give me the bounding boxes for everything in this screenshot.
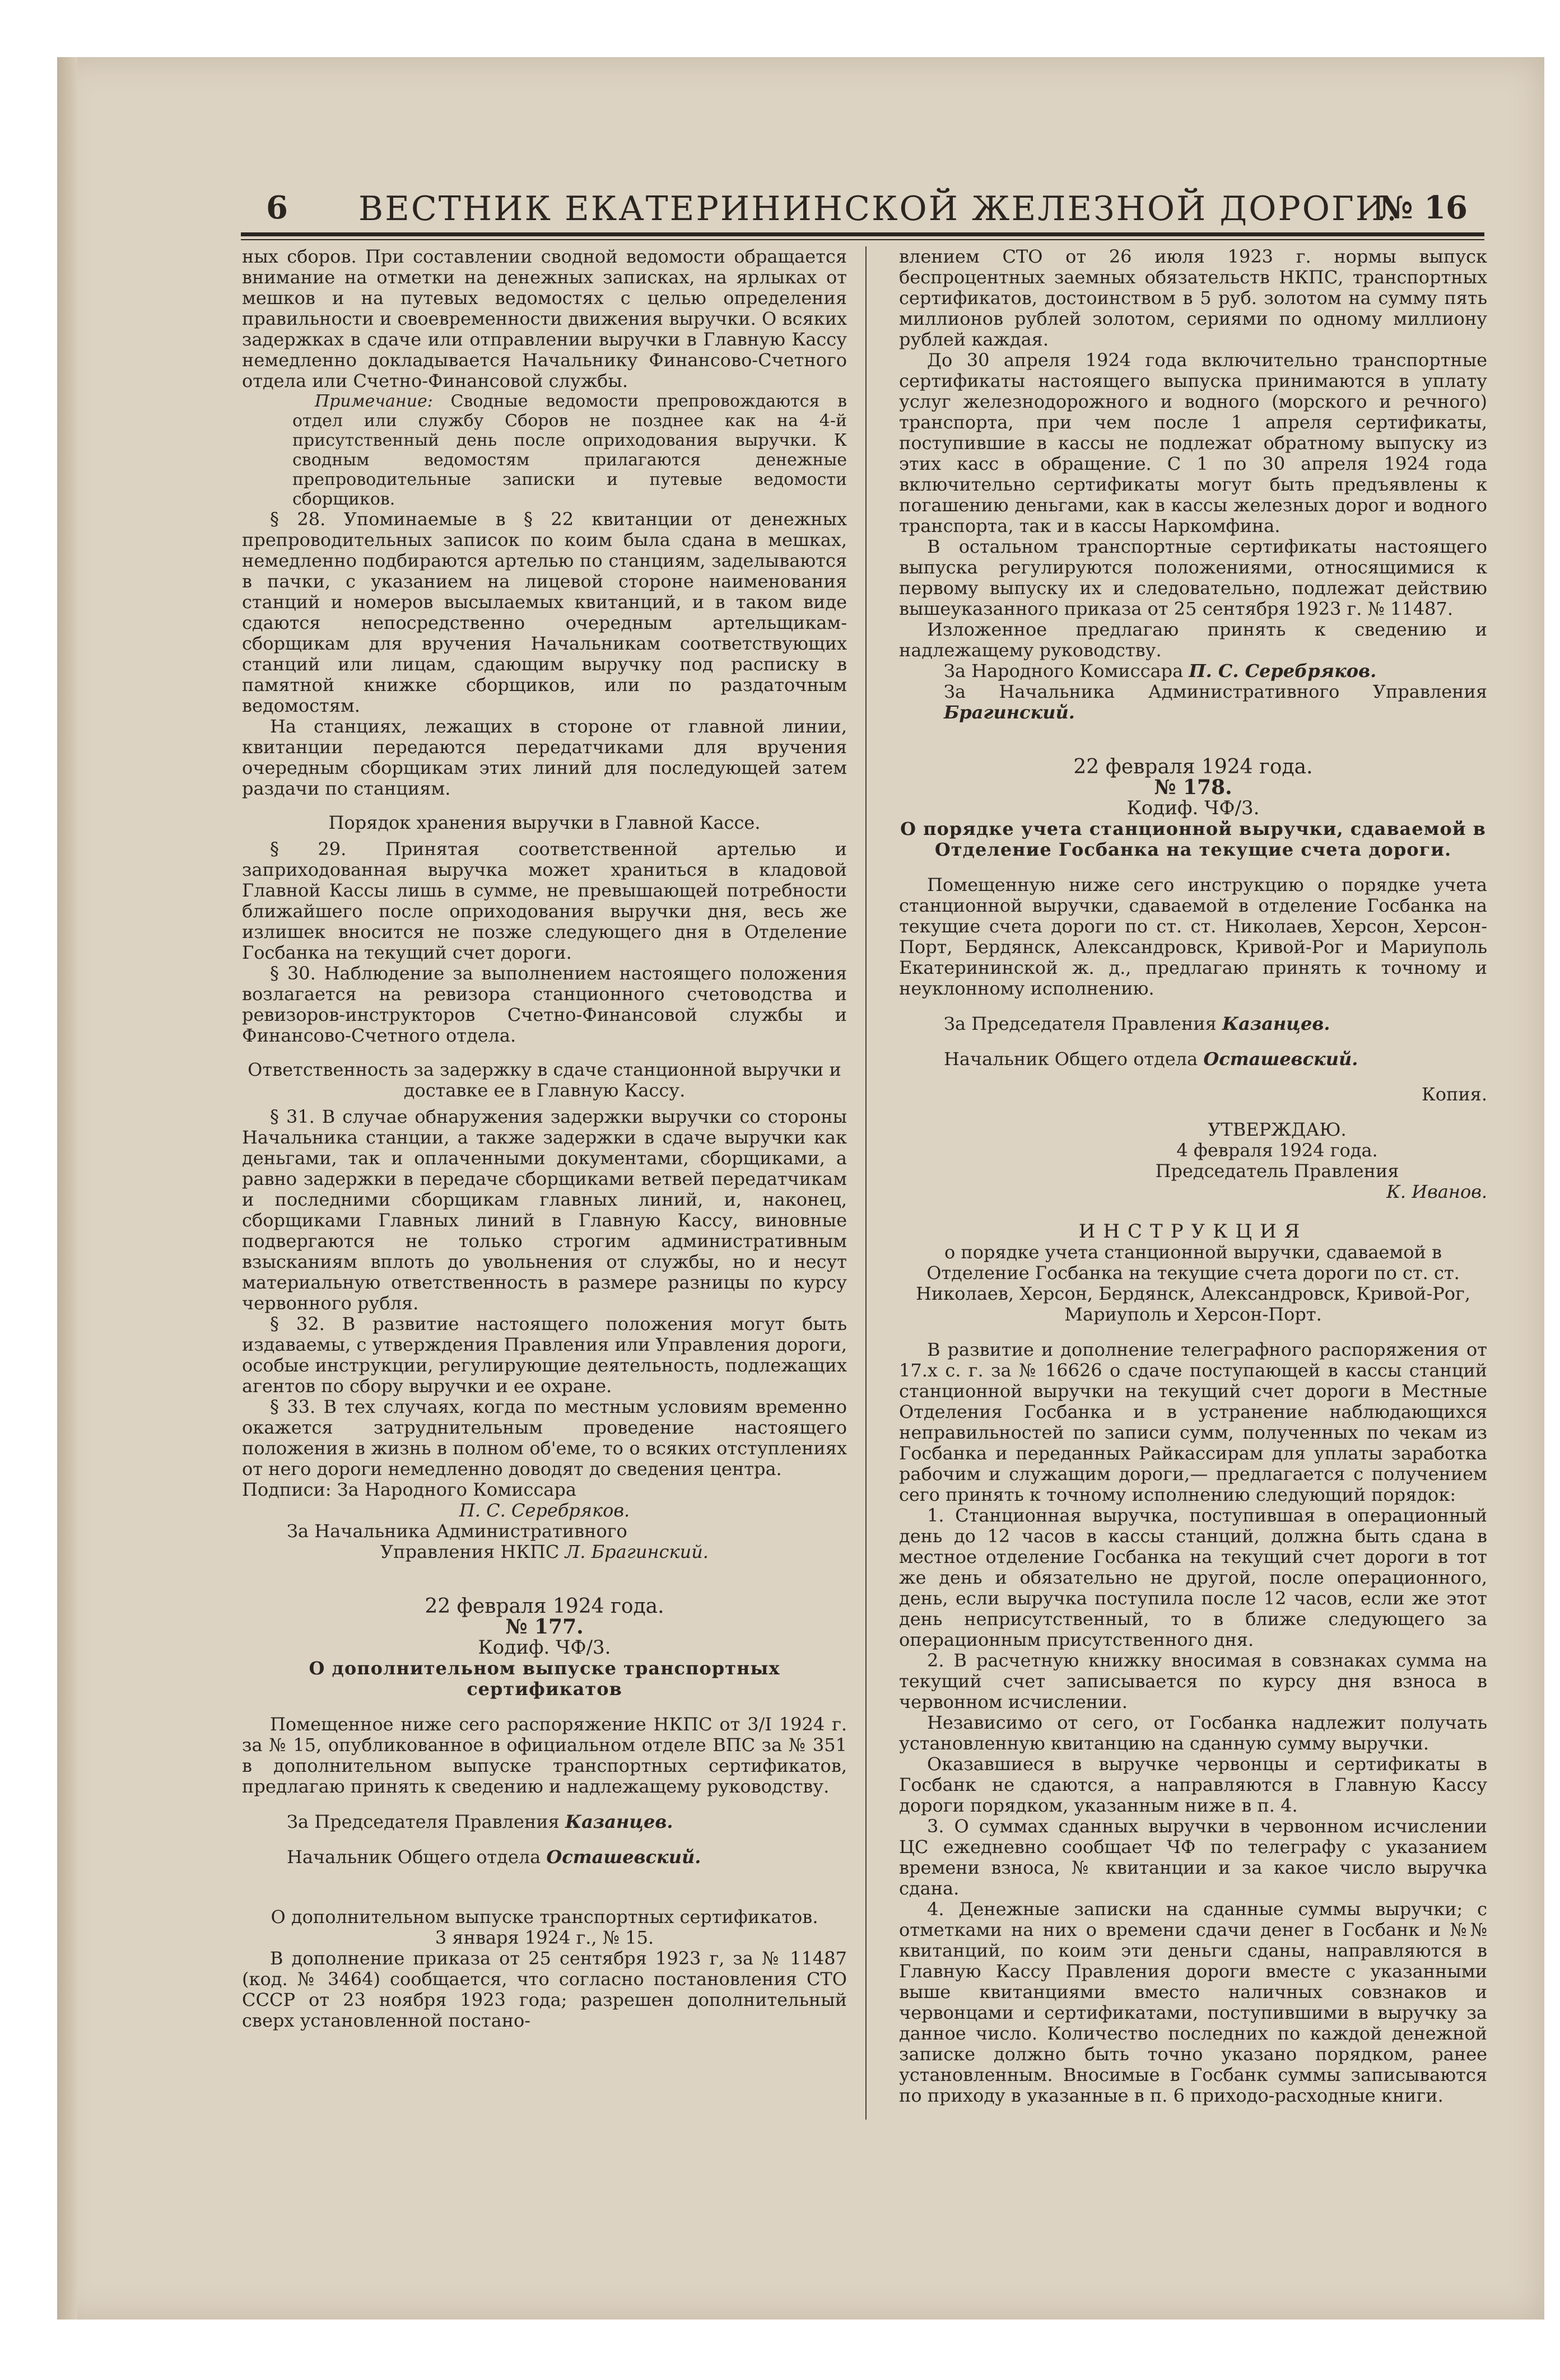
paragraph: В остальном транспортные сертификаты настоящего выпуска регулируются положениями, относящимися к первому выпуску их и следовательно, подлежат действию вышеуказанного приказа от 25 сентября 1923 г. № 11487. [899, 536, 1487, 619]
note-text: Сводные ведомости препровождаются в отдел или службу Сборов не позднее как на 4-й присутственный день после оприходования выручки. К сводным ведомостям прилагаются денежные препроводительные записки и путевые ведомости сборщиков. [292, 391, 847, 509]
instruction-subtitle: о порядке учета станционной выручки, сдаваемой в Отделение Госбанка на текущие счета дороги по ст. ст. Николаев, Херсон, Бердянск, Александровск, Кривой-Рог, Мариуполь и Херсон-Порт. [916, 1242, 1470, 1325]
paragraph-33: § 33. В тех случаях, когда по местным условиям временно окажется затруднительным проведение настоящего положения в жизнь в полном об'еме, то о всяких отступлениях от него дороги немедленно доводят до сведения центра. [242, 1396, 847, 1480]
approval-name [899, 1182, 1487, 1202]
newspaper-title: ВЕСТНИК ЕКАТЕРИНИНСКОЙ ЖЕЛЕЗНОЙ ДОРОГИ. [358, 189, 1399, 228]
order-178-text: Помещенную ниже сего инструкцию о порядке учета станционной выручки, сдаваемой в отделение Госбанка на текущие счета дороги по ст. ст. Николаев, Херсон, Херсон-Порт, Бердянск, Александровск, Кривой-Рог и Мариуполь Екатерининской ж. д., предлагаю принять к точному и неуклонному исполнению. [899, 874, 1487, 999]
note-label: Примечание: [315, 391, 433, 411]
signature-serebryakov: П. С. Серебряков. [459, 1500, 630, 1521]
paragraph: ных сборов. При составлении сводной ведомости обращается внимание на отметки на денежных записках, на ярлыках от мешков и на путевых ведомостях с целью определения правильности и своевременности движения выручки. О всяких задержках в сдаче или отправлении выручки в Главную Кассу немедленно докладывается Начальнику Финансово-Счетного отдела или Счетно-Финансовой службы. [242, 246, 847, 391]
signature-line: Управления НКПС Л. Брагинский. [380, 1541, 709, 1562]
copy-label: Копия. [1421, 1084, 1487, 1105]
instruction-item-2: 2. В расчетную книжку вносимая в совзнаках сумма на текущий счет записывается по курсу дня взноса в червонном исчислении. [899, 1650, 1487, 1712]
note [242, 391, 847, 509]
instruction-paragraph: Независимо от сего, от Госбанка надлежит получать установленную квитанцию на сданную сумму выручки. [899, 1712, 1487, 1754]
instruction-item-4: 4. Денежные записки на сданные суммы выручки; с отметками на них о времени сдачи денег в Госбанк и №№ квитанций, по коим эти деньги сданы, направляются в Главную Кассу Правления дороги вместе с указанными выше квитанциями вместо наличных совзнаков и червонцами и сертификатами, поступившими в выручку за данное число. Количество последних по каждой денежной записке должно быть точно указано порядком, ранее установленным. Вносимые в Госбанк суммы записываются по приходу в указанные в п. 6 приходо-расходные книги. [899, 1898, 1487, 2106]
order-178-number: № 178. [1154, 776, 1232, 799]
section-heading-storage: Порядок хранения выручки в Главной Кассе. [328, 812, 761, 833]
instruction-intro: В развитие и дополнение телеграфного распоряжения от 17.х с. г. за № 16626 о сдаче поступающей в кассы станций станционной выручки на текущий счет дороги в Местные Отделения Госбанка и в устранение наблюдающихся неправильностей по записи сумм, полученных по чекам из Госбанка и переданных Райкассирам для уплаты заработка рабочим и служащим дороги,— предлагается с получением сего принять к точному исполнению следующий порядок: [899, 1339, 1487, 1505]
issue-number: № 16 [1379, 189, 1468, 226]
order-177-signature: Начальник Общего отдела Осташевский. [287, 1846, 701, 1868]
approval-position: Председатель Правления [1155, 1160, 1399, 1182]
signature-line: За Начальника Административного [287, 1520, 627, 1542]
header-rule-thin [241, 239, 1484, 240]
paragraph-29: § 29. Принятая соответственной артелью и заприходованная выручка может храниться в кладовой Главной Кассы лишь в сумме, не превышающей потребности ближайшего после оприходования выручки дня, весь же излишек вносится не позже следующего дня в Отделение Госбанка на текущий счет дороги. [242, 838, 847, 963]
order-177-codification: Кодиф. ЧФ/3. [478, 1636, 611, 1659]
order-177-title: О дополнительном выпуске транспортных сертификатов [309, 1658, 780, 1700]
page-fold-shadow [57, 57, 77, 2320]
instruction-item-3: 3. О суммах сданных выручки в червонном исчислении ЦС ежедневно сообщает ЧФ по телеграфу с указанием времени взноса, № квитанции и за какое число выручка сдана. [899, 1816, 1487, 1899]
paragraph: До 30 апреля 1924 года включительно транспортные сертификаты настоящего выпуска принимаются в уплату услуг железнодорожного и водного (морского и речного) транспорта, при чем после 1 апреля сертификаты, поступившие в кассы не подлежат обратному выпуску из этих касс в обращение. С 1 по 30 апреля 1924 года включительно сертификаты могут быть предъявлены к погашению деньгами, как в кассы железных дорог и водного транспорта, так и в кассы Наркомфина. [899, 349, 1487, 536]
order-178-signature: За Председателя Правления Казанцев. [944, 1013, 1330, 1034]
order-178-signature: Начальник Общего отдела Осташевский. [944, 1048, 1358, 1070]
signature-ivanov: К. Иванов. [1386, 1181, 1487, 1202]
signature-line: За Народного Комиссара П. С. Серебряков. [944, 660, 1377, 682]
signature-ostashevsky: Осташевский. [1203, 1048, 1358, 1070]
approval-date: 4 февраля 1924 года. [1176, 1140, 1378, 1161]
signature-ostashevsky: Осташевский. [546, 1846, 701, 1868]
section-heading-responsibility: Ответственность за задержку в сдаче станционной выручки и доставке ее в Главную Кассу. [248, 1059, 841, 1101]
approval-heading: УТВЕРЖДАЮ. [1208, 1119, 1347, 1140]
paragraph-28b: На станциях, лежащих в стороне от главной линии, квитанции передаются передатчиками для вручения очередным сборщикам этих линий для последующей затем раздачи по станциям. [242, 716, 847, 799]
instruction-paragraph: Оказавшиеся в выручке червонцы и сертификаты в Госбанк не сдаются, а направляются в Главную Кассу дороги порядком, указанным ниже в п. 4. [899, 1753, 1487, 1816]
supplement-text: В дополнение приказа от 25 сентября 1923 г, за № 11487 (код. № 3464) сообщается, что согласно постановления СТО СССР от 23 ноября 1923 года; разрешен дополнительный сверх установленной постано- [242, 1948, 847, 2031]
paragraph: Изложенное предлагаю принять к сведению и надлежащему руководству. [899, 619, 1487, 661]
order-177-text: Помещенное ниже сего распоряжение НКПС от 3/I 1924 г. за № 15, опубликованное в официальном отделе ВПС за № 351 в дополнительном выпуске транспортных сертификатов, предлагаю принять к сведению и надлежащему руководству. [242, 1714, 847, 1797]
order-177-signature: За Председателя Правления Казанцев. [287, 1811, 673, 1832]
paragraph-28: § 28. Упоминаемые в § 22 квитанции от денежных препроводительных записок по коим была сдана в мешках, немедленно подбираются артелью по станциям, заделываются в пачки, с указанием на лицевой стороне наименования станций и номеров высылаемых квитанций, и в таком виде сдаются непосредственно очередным артельщикам-сборщикам для вручения Начальникам соответствующих станций или лицам, сдающим выручку под расписку в памятной книжке сборщиков, или по раздаточным ведомостям. [242, 508, 847, 716]
paragraph-32: § 32. В развитие настоящего положения могут быть издаваемы, с утверждения Правления или Управления дороги, особые инструкции, регулирующие деятельность, подлежащих агентов по сбору выручки и ее охране. [242, 1313, 847, 1397]
order-178-date: 22 февраля 1924 года. [1073, 755, 1313, 778]
signature-kazantsev: Казанцев. [1222, 1013, 1330, 1034]
column-divider [865, 246, 867, 2120]
signature-serebryakov: П. С. Серебряков. [1189, 660, 1377, 682]
paragraph-31: § 31. В случае обнаружения задержки выручки со стороны Начальника станции, а также задержки в сдаче выручки как деньгами, так и оплаченными документами, сборщиками, а равно задержки в передаче сборщиками ветвей передатчикам и последними сборщикам главных линий, и, наконец, сборщиками Главных линий в Главную Кассу, виновные подвергаются не только строгим административным взысканиям вплоть до увольнения от службы, но и несут материальную ответственность в размере разницы по курсу червонного рубля. [242, 1106, 847, 1314]
instruction-item-1: 1. Станционная выручка, поступившая в операционный день до 12 часов в кассы станций, должна быть сдана в местное отделение Госбанка на текущий счет дороги в тот же день и обязательно не другой, после операционного, день, если выручка поступила после 12 часов, если же этот день неприсутственный, то в ближе следующего за операционным присутственного дня. [899, 1505, 1487, 1650]
order-177-number: № 177. [505, 1615, 584, 1639]
supplement-title: О дополнительном выпуске транспортных сертификатов. [271, 1906, 818, 1928]
paragraph-30: § 30. Наблюдение за выполнением настоящего положения возлагается на ревизора станционного счетоводства и ревизоров-инструкторов Счетно-Финансовой службы и Финансово-Счетного отдела. [242, 963, 847, 1046]
right-column [899, 246, 1487, 2106]
signature-braginsky: Л. Брагинский. [565, 1541, 709, 1562]
paragraph: влением СТО от 26 июля 1923 г. нормы выпуск беспроцентных заемных обязательств НКПС, транспортных сертификатов, достоинством в 5 руб. золотом на сумму пять миллионов рублей золотом, сериями по одному миллиону рублей каждая. [899, 246, 1487, 350]
order-178-title: О порядке учета станционной выручки, сдаваемой в Отделение Госбанка на текущие счета дороги. [900, 818, 1486, 860]
signatures-label: Подписи: За Народного Комиссара [242, 1479, 576, 1500]
signature-braginsky: Брагинский. [944, 702, 1075, 723]
order-177-date: 22 февраля 1924 года. [425, 1595, 664, 1618]
signature-line: За Начальника Административного Управления Брагинский. [944, 681, 1487, 723]
left-column [242, 246, 847, 2031]
signature-kazantsev: Казанцев. [565, 1811, 673, 1832]
signature-name [242, 1500, 847, 1521]
instruction-title: ИНСТРУКЦИЯ [1078, 1220, 1308, 1243]
supplement-date: 3 января 1924 г., № 15. [435, 1927, 654, 1948]
order-178-codification: Кодиф. ЧФ/3. [1126, 797, 1260, 819]
page-number: 6 [266, 189, 288, 226]
header-rule-thick [241, 232, 1484, 236]
